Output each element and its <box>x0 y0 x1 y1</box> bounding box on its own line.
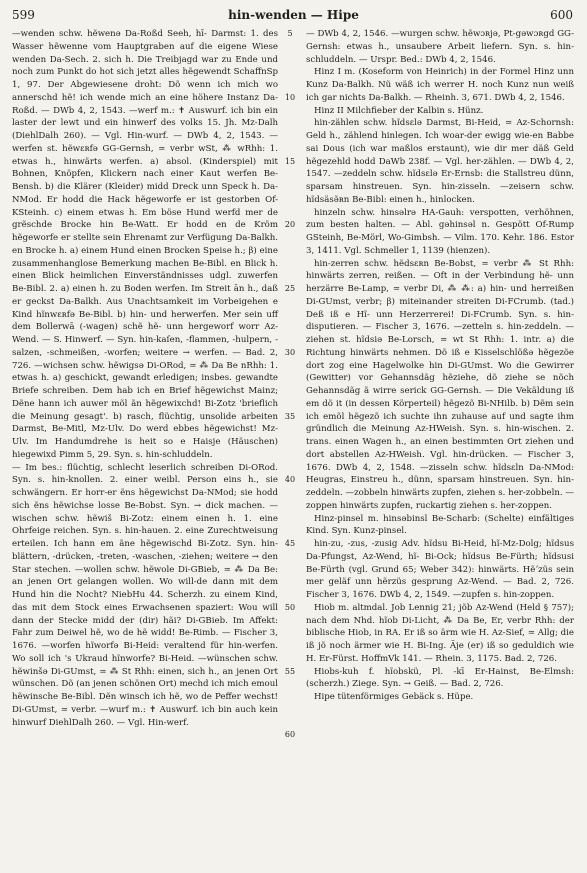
line-number: 55 <box>284 666 296 676</box>
running-head: hin-wenden — Hipe <box>228 8 359 22</box>
line-number: 60 <box>284 730 296 740</box>
entry-hinzeln: hinzeln schw. hinsəlrə HA-Gauh: verspotten, verhöhnen, zum besten halten. — Abl. gəhinsəl n. Gespött Of-Rump GSteinh, Be-Mörl, Wo-Gimbsh. — Vilm. 170. Kehr. 186. Estor 3, 1411. Vgl. Schmeller 1, 1139 (hienzen). <box>306 207 574 256</box>
line-number: 40 <box>284 475 296 485</box>
entry-hiob: Hiob m. altmdal. Job Lennig 21; jõb Az-Wend (Held § 757); nach dem Nhd. hĩob Di-Licht, ⁂ Da Be, Er, verbr Rhh: der biblische Hiob, in RA. Er iß so ärm wie H. Az-Sief, ≃ Allg; die iß jõ noch ärmer wie H. Bi-Ing. Äje (er) iß so geduldich wie H. Er-Fürst. HoffmVk 141. — Rhein. 3, 1175. Bad. 2, 726. <box>306 602 574 664</box>
page-number-right: 600 <box>550 8 573 22</box>
line-number: 15 <box>284 156 296 166</box>
entry-hin-zaehlen: hin-zählen schw. hĩdsɛlə Darmst, Bi-Heid, ≃ Az-Schornsh: Geld h., zählend hinlegen. Ich woar-der ewigg wie-en Babbe sai Dous (ich war maßlos erstaunt), wie dir mer däß Geld hẽgezehld hodd DaWb 238f. — Vgl. her-zählen. — DWb 4, 2, 1547. —zeddeln schw. hĩdsɛlə Er-Ernsb: die Stallstreu dünn, sparsam hinstreuen. Syn. hin-zisseln. —zeisern schw. hĩdsäsə̃ʀn Be-Bibl: einen h., hinlocken. <box>306 118 574 205</box>
line-number: 25 <box>284 284 296 293</box>
entry-hin-zu: hin-zu, -zus, -zusig Adv. hĩdsu Bi-Heid, hĩ-Mz-Dolg; hĩdsus Da-Pfungst, Az-Wend, hĩ- Bi-Ock; hĩdsus Be-Fürth; hĩdsusi Be-Fürth (vgl. Grund 65; Weber 342): hinwärts. Hẽʼzüs sein mer geläf unn hẽrzüs gesprung Az-Wend. — Bad. 2, 726. Fischer 3, 1676. DWb 4, 2, 1549. —zupfen s. hin-zoppen. <box>306 539 574 600</box>
right-column <box>306 28 574 704</box>
entry-hipe: Hipe tütenförmiges Gebäck s. Hüpe. <box>314 692 474 702</box>
right-paragraph: — DWb 4, 2, 1546. —wurgen schw. hẽwɔʀjə, Pt-gəwɔʀgd GG-Gernsh: etwas h., unsaubere Arbeit liefern. Syn. s. hin-schluddeln. — Urspr. Bed.: DWb 4, 2, 1546. <box>306 29 574 65</box>
line-number: 10 <box>284 92 296 102</box>
entry-hiobs-kuh: Hiobs-kuh f. hĩobskü, Pl. -kī Er-Hainst, Be-Elmsh: (scherzh.) Ziege. Syn. → Geiß. — Bad. 2, 726. <box>306 666 574 690</box>
page-number-left: 599 <box>12 8 35 22</box>
line-number: 20 <box>284 220 296 230</box>
left-column <box>12 28 278 729</box>
entry-hin-zerren: hin-zerren schw. hẽdsɛʀn Be-Bobst, ≃ verbr ⁂ St Rhh: hinwärts zerren, reißen. — Oft in der Verbindung hẽ- unn herzärre Be-Lamp, ≃ verbr Di, ⁂ ⁂: a) hin- und herreißen Di-GUmst, verbr; β) miteinander streiten Di-FCrumb. (tad.) Deß iß e Hĩ- unn Herzerrerei! Di-FCrumb. Syn. s. hin-disputieren. — Fischer 3, 1676. —zetteln s. hin-zeddeln. —ziehen st. hĩdsiə Be-Lorsch, ≃ wt St Rhh: 1. intr. a) die Richtung hinwärts nehmen. Dõ iß e Kisselschlößə hẽgezõe dort zog eine Hagelwolke hin Di-GUmst. Wo die Gewirrer (Gewitter) vor Gehannsdãg hẽziehe, dõ ziehe se nõch Gehannsdãg ã wirre serick GG-Gernsh. — Die Vekäldung iß em dõ it (in dessen Körperteil) hẽgezõ Bi-NHilb. b) Dẽm sein ich emõl hẽgezõ ich suchte ihn zuhause auf und sagte ihm gründlich die Meinung Az-HWeish. Syn. s. hin-wischen. 2. trans. einen Wagen h., an einen bestimmten Ort ziehen und dort abstellen Az-HWeish. Vgl. hin-drücken. — Fischer 3, 1676. DWb 4, 2, 1548. —zisseln schw. hĩdsɛln Da-NMod: Heugras, Einstreu h., dünn, sparsam hinstreuen. Syn. hin-zeddeln. —zobbeln hinwärts zupfen, ziehen s. her-zobbeln. —zoppen hinwärts zupfen, ruckartig ziehen s. her-zoppen. <box>306 258 574 511</box>
left-paragraph: —wenden schw. hẽwenə Da-Roßd Seeh, hī- Darmst: 1. des Wasser hẽwenne vom Hauptgraben auf die eigene Wiese wenden Da-Sech. 2. sich h. Die Treibjagd war zu Ende und noch zum Punkt do hot sich jetzt alles hẽgewendt SchaffnSp 1, 97. Der Abgewiesene droht: Dõ wenn ich mich wo annerschd hẽ! ich wende mich an eine höhere Instanz Da-Roßd. — DWb 4, 2, 1543. —werf m.: ✝ Auswurf. ich bin ein laster der lewt und ein hinwerf des volks 15. Jh. Mz-Dalh (DiehlDalh 260). — Vgl. Hin-wurf. — DWb 4, 2, 1543. —werfen st. hẽwɛʀfə GG-Gernsh, ≃ verbr wSt, ⁂ wRhh: 1. etwas h., hinwärts werfen. a) absol. (Kinderspiel) mit Bohnen, Knöpfen, Klickern nach einer Kaut werfen Be-Bensh. b) die Klärer (Kleider) midd Dreck unn Speck h. Da-NMod. Er hodd die Hack hẽgeworfe er ist gestorben Of-KSteinh. c) einem etwas h. Em böse Hund werfd mer de grẽschde Brocke hin Be-Watt. Er hodd en de Kröm hẽgeworfe er stellte sein Ehrenamt zur Verfügung Da-Balkh. en Brocke h. a) einem Hund einen Brocken Speise h.; β) eine zusammenhanglose Bemerkung machen Be-Bibl. en Blick h. einen Blick heimlichen Einverständnisses udgl. zuwerfen Be-Bibl. 2. a) einen h. zu Boden werfen. Im Streit ān h., daß er geckst Da-Balkh. Aus Unachtsamkeit im Vorbeigehen e Kind hĩnwɛʀfə Be-Bibl. b) hin- und herwerfen. Mer sein uff dem Bollerwā (-wagen) schẽ hẽ- unn hergeworf worr Az-Wend. — S. Hinwerf. — Syn. hin-kaſen, -flammen, -hulpern, -salzen, -schmeißen, -worfen; weitere → werfen. — Bad. 2, 726. —wichsen schw. hẽwigsə Di-ORod, ≃ ⁂ Da Be nRhh: 1. etwas h. a) geschickt, gewandt erledigen; insbes. gewandte Briefe schreiben. Dem hab ich en Brief hẽgewichst Mainz; Dẽne hann ich auwer mõl ãn hẽgewixchd! Bi-Zotz 'brieflich die Meinung gesagt'. b) rasch, flüchtig, unsolide arbeiten Darmst, Be-Mitl, Mz-Ulv. Do werd ebbes hẽgewichst! Mz-Ulv. Im Handumdrehe is heit so e Haisje (Häuschen) hiegewixd Pimm 5, 29. Syn. s. hin-schluddeln. <box>12 29 278 460</box>
line-number: 5 <box>287 29 293 38</box>
entry-hinz-pinsel: Hinz-pinsel m. hinsəbinsl Be-Scharb: (Schelte) einfältiges Kind. Syn. Kunz-pinsel. <box>306 513 574 537</box>
entry-hinz-1: Hinz I m. (Koseform von Heinrich) in der Formel Hinz unn Kunz Da-Balkh. Nũ wäß ich werrer H. noch Kunz nun weiß ich gar nichts Da-Balkh. — Rheinh. 3, 671. DWb 4, 2, 1546. <box>306 67 574 103</box>
line-number: 30 <box>284 347 296 357</box>
line-number: 45 <box>284 539 296 548</box>
line-number: 35 <box>284 411 296 421</box>
left-paragraph: — Im bes.: flüchtig, schlecht leserlich schreiben Di-ORod. Syn. s. hin-knollen. 2. einer weibl. Person eins h., sie schwängern. Er horr-er ẽns hẽgewichst Da-NMod; sie hodd sich ẽns hẽwichse losse Be-Bobst. Syn. → dick machen. —wischen schw. hẽwiš Bi-Zotz: einem einen h. 1. eine Ohrfeige reichen. Syn. s. hin-hauen. 2. eine Zurechtweisung erteilen. Ich hann em ãne hẽgewischd Bi-Zotz. Syn. hin-blättern, -drücken, -treten, -waschen, -ziehen; weitere → den Star stechen. —wollen schw. hẽwole Di-GBieb, ≃ ⁂ Da Be: an jenen Ort gelangen wollen. Wo will-de dann mit dem Hund hin die Nocht? NiebHu 44. Scherzh. zu einem Kind, das mit dem Stock eines Erwachsenen spaziert: Wou will dann der Stecke midd der (dir) hãi? Di-GBieb. Im Affekt: Fahr zum Deiwel hẽ, wo de hẽ widd! Be-Rimb. — Fischer 3, 1676. —worfen hĩworfə Bi-Heid: veraltend für hin-werfen. Wo soll ich 's Ukraud hĩnworfe? Bi-Heid. —wünschen schw. hẽwinšə Di-GUmst, ≃ ⁂ St Rhh: einen, sich h., an jenen Ort wünschen. Dõ (an jenen schönen Ort) mechd ich mich emoul hẽwinsche Be-Bibl. Dẽn winsch ich hẽ, wo de Peffer wechst! Di-GUmst, ≃ verbr. —wurf m.: ✝ Auswurf. ich bin auch kein hinwurf DiehlDalh 260. — Vgl. Hin-werf. <box>12 462 278 728</box>
line-number-gutter <box>281 28 299 793</box>
entry-hinz-2: Hinz II Milchfieber der Kalbin s. Hünz. <box>314 105 484 116</box>
line-number: 50 <box>284 602 296 612</box>
